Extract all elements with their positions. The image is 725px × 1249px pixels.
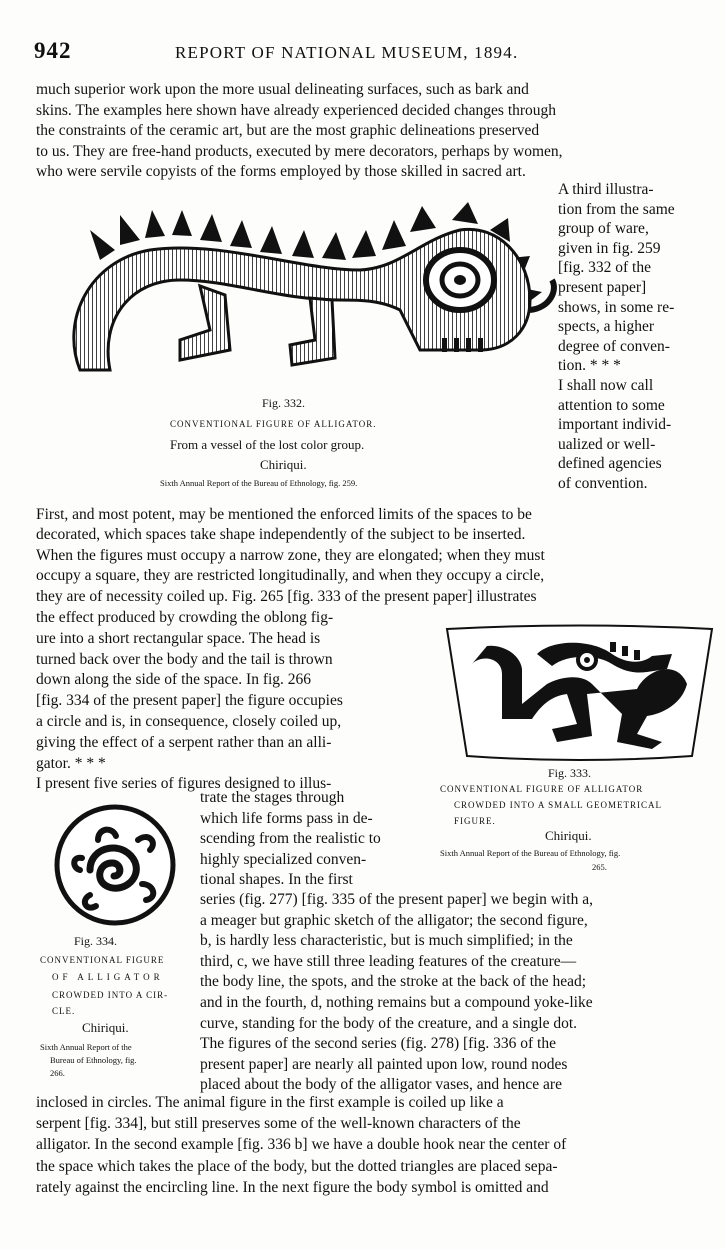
fig333-source-line-2: 265. — [592, 862, 607, 872]
text-line: giving the effect of a serpent rather than an alli- — [36, 733, 332, 751]
text-line: skins. The examples here shown have already experienced decided changes through — [36, 101, 557, 119]
text-line: a meager but graphic sketch of the alligator; the second figure, — [200, 911, 588, 929]
text-line: When the figures must occupy a narrow zone, they are elongated; when they must — [36, 546, 545, 564]
text-line: given in fig. 259 — [558, 239, 661, 257]
fig332-alligator-illustration — [60, 200, 560, 400]
text-line: and in the fourth, d, nothing remains but a compound yoke-like — [200, 994, 593, 1011]
fig332-subtitle: From a vessel of the lost color group. — [170, 437, 365, 452]
fig333-source-line-1: Sixth Annual Report of the Bureau of Ethnology, fig. — [440, 848, 621, 858]
text-line: much superior work upon the more usual delineating surfaces, such as bark and — [36, 81, 529, 98]
fig333-place: Chiriqui. — [545, 828, 592, 843]
text-line: I shall now call — [558, 377, 654, 394]
text-line: group of ware, — [558, 220, 649, 238]
text-line: placed about the body of the alligator vases, and hence are — [200, 1076, 562, 1094]
text-line: alligator. In the second example [fig. 336 b] we have a double hook near the center of — [36, 1136, 567, 1154]
text-line: I present five series of figures designed to illus- — [36, 775, 332, 793]
text-line: decorated, which spaces take shape independently of the subject to be inserted. — [36, 526, 526, 544]
fig333-title-line-1: CONVENTIONAL FIGURE OF ALLIGATOR — [440, 784, 644, 794]
text-line: series (fig. 277) [fig. 335 of the present paper] we begin with a, — [200, 891, 593, 908]
fig334-source-line-2: Bureau of Ethnology, fig. — [50, 1055, 137, 1065]
text-line: defined agencies — [558, 455, 662, 473]
text-line: inclosed in circles. The animal figure in the first example is coiled up like a — [36, 1094, 504, 1111]
text-line: trate the stages through — [200, 789, 345, 806]
text-line: b, is hardly less characteristic, but is much simplified; in the — [200, 932, 573, 950]
page-number: 942 — [34, 38, 72, 63]
text-line: which life forms pass in de- — [200, 809, 373, 827]
text-line: [fig. 334 of the present paper] the figure occupies — [36, 692, 343, 710]
fig332-place: Chiriqui. — [260, 457, 307, 472]
text-line: highly specialized conven- — [200, 850, 367, 868]
text-line: curve, standing for the body of the creature, and a single dot. — [200, 1014, 578, 1032]
fig334-label: Fig. 334. — [74, 934, 118, 948]
text-line: spects, a higher — [558, 318, 654, 336]
text-line: important individ- — [558, 416, 672, 434]
text-line: present paper] — [558, 279, 647, 296]
text-line: tion. * * * — [558, 357, 621, 375]
text-line: to us. They are free-hand products, executed by mere decorators, perhaps by women, — [36, 142, 563, 160]
text-line: A third illustra- — [558, 181, 654, 198]
fig332-label: Fig. 332. — [262, 396, 306, 410]
text-line: the effect produced by crowding the oblong fig- — [36, 609, 334, 626]
text-line: ualized or well- — [558, 435, 656, 453]
text-line: a circle and is, in consequence, closely coiled up, — [36, 713, 342, 730]
text-line: present paper] are nearly all painted upon low, round nodes — [200, 1055, 568, 1073]
text-line: tion from the same — [558, 200, 675, 218]
fig334-source-line-3: 266. — [50, 1068, 65, 1078]
fig334-place: Chiriqui. — [82, 1020, 129, 1035]
text-line: occupy a square, they are restricted longitudinally, and when they occupy a circle, — [36, 567, 545, 585]
text-line: scending from the realistic to — [200, 830, 381, 848]
fig333-title-line-2: CROWDED INTO A SMALL GEOMETRICAL — [454, 800, 662, 810]
text-line: third, c, we have still three leading features of the creature— — [200, 952, 577, 970]
fig333-title-line-3: FIGURE. — [454, 816, 496, 826]
text-line: the body line, the spots, and the stroke at the back of the head; — [200, 973, 587, 991]
fig334-title-line-1: CONVENTIONAL FIGURE — [40, 955, 165, 965]
fig334-title-line-3: CROWDED INTO A CIR- — [52, 990, 169, 1000]
text-line: they are of necessity coiled up. Fig. 265 [fig. 333 of the present paper] illustrates — [36, 587, 537, 605]
text-line: degree of conven- — [558, 337, 670, 355]
text-line: The figures of the second series (fig. 278) [fig. 336 of the — [200, 1035, 556, 1053]
text-line: tional shapes. In the first — [200, 871, 353, 889]
text-line: First, and most potent, may be mentioned the enforced limits of the spaces to be — [36, 506, 532, 523]
text-line: who were servile copyists of the forms employed by those skilled in sacred art. — [36, 163, 526, 181]
text-line: the constraints of the ceramic art, but are the most graphic delineations preserved — [36, 122, 540, 140]
text-line: shows, in some re- — [558, 298, 675, 316]
text-line: rately against the encircling line. In the next figure the body symbol is omitted and — [36, 1178, 549, 1196]
text-line: turned back over the body and the tail is thrown — [36, 650, 333, 668]
text-line: serpent [fig. 334], but still preserves some of the well-known characters of the — [36, 1115, 521, 1133]
text-line: attention to some — [558, 396, 665, 414]
text-line: the space which takes the place of the body, but the dotted triangles are placed sepa- — [36, 1157, 558, 1175]
fig332-title: CONVENTIONAL FIGURE OF ALLIGATOR. — [170, 419, 377, 429]
text-line: down along the side of the space. In fig. 266 — [36, 671, 312, 689]
fig334-title-line-2: OF ALLIGATOR — [52, 972, 164, 982]
text-line: ure into a short rectangular space. The head is — [36, 629, 321, 647]
text-line: gator. * * * — [36, 754, 106, 772]
fig334-alligator-illustration — [50, 800, 180, 930]
fig334-title-line-4: CLE. — [52, 1006, 76, 1016]
text-line: of convention. — [558, 475, 648, 492]
fig334-source-line-1: Sixth Annual Report of the — [40, 1042, 132, 1052]
fig333-label: Fig. 333. — [548, 766, 592, 780]
running-title: REPORT OF NATIONAL MUSEUM, 1894. — [175, 43, 519, 62]
fig332-source: Sixth Annual Report of the Bureau of Ethnology, fig. 259. — [160, 478, 358, 488]
text-line: [fig. 332 of the — [558, 259, 651, 277]
fig333-alligator-illustration — [442, 624, 717, 764]
